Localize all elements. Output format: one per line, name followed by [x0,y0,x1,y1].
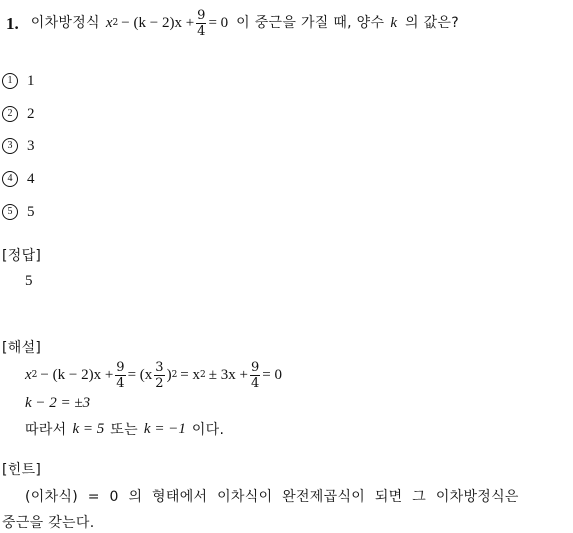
option-value: 2 [27,105,35,122]
fraction-denominator: 4 [197,23,206,39]
equation-right: = 0 [208,14,229,31]
hint-line-2: 중근을 갖는다. [2,515,95,531]
question-line: 1. 이차방정식 x 2 − (k − 2)x + $\frac{9}{4}$ = 0 이 중근을 가질 때, 양수 k 의 값은? [6,7,459,39]
question-number: 1. [6,13,19,33]
option-1[interactable] [2,73,35,89]
hint-label: [힌트] [2,462,42,478]
question-k: k [390,14,397,31]
option-value: 1 [27,72,35,89]
explanation-line-1: x 2 − (k − 2)x + $\frac{9}{4}$ = (x $\frac{3}{2}$ ) 2 = x 2 ± 3x + $\frac{9}{4}$ = 0 [25,359,282,391]
option-marker: 1 [2,73,18,89]
explanation-label: [해설] [2,340,42,356]
option-value: 5 [27,203,35,220]
equation-x: x [105,14,113,31]
option-5[interactable] [2,204,35,220]
option-marker: 4 [2,171,18,187]
question-end: 의 값은? [405,15,459,31]
question-prefix: 이차방정식 [30,15,100,31]
option-value: 4 [27,170,35,187]
explanation-line-3: 따라서 k = 5 또는 k = −1 이다. [25,421,225,438]
equation-fraction [196,9,206,38]
option-4[interactable] [2,171,35,187]
fraction-9-4-b: $\frac{9}{4}$ [250,359,260,391]
equation-middle: − (k − 2)x + [121,14,195,31]
option-marker: 5 [2,204,18,220]
answer-label: [정답] [2,248,42,264]
answer-value: 5 [25,273,33,289]
option-3[interactable] [2,138,35,154]
option-2[interactable] [2,106,35,122]
hint-line-1: (이차식) = 0 의 형태에서 이차식이 완전제곱식이 되면 그 이차방정식은 [25,489,519,505]
question-suffix: 이 중근을 가질 때, 양수 [236,15,385,31]
fraction-3-2: $\frac{3}{2}$ [155,359,164,391]
explanation-line-2: k − 2 = ±3 [25,395,91,411]
option-marker: 2 [2,106,18,122]
option-value: 3 [27,137,35,154]
fraction-numerator: 9 [197,7,206,23]
fraction-9-4: $\frac{9}{4}$ [116,359,125,391]
option-marker: 3 [2,138,18,154]
